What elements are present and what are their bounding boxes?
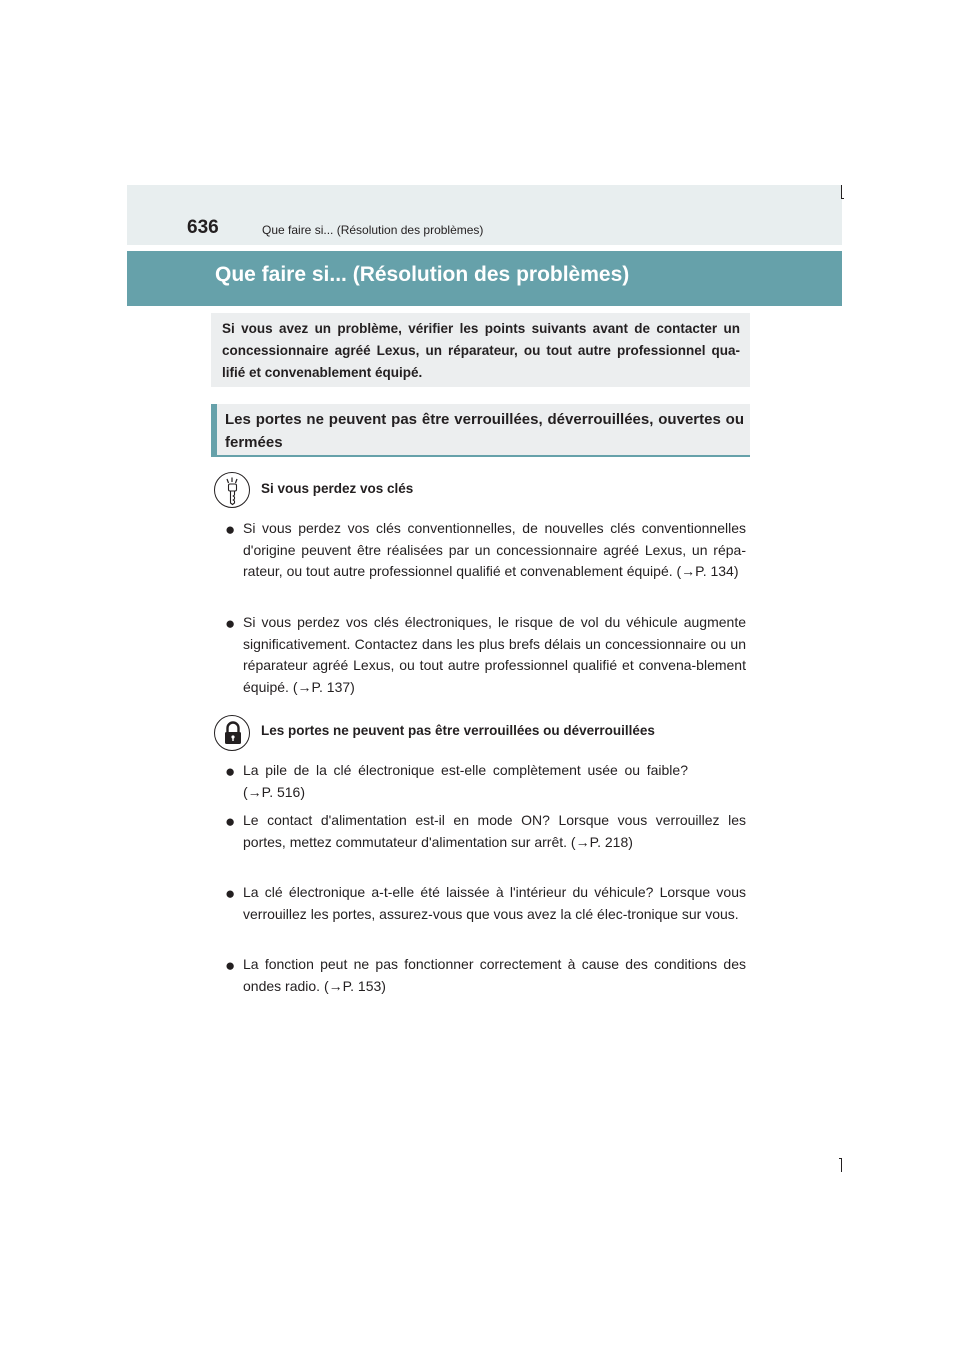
list-item-text: Le contact d'alimentation est-il en mode ON? Lorsque vous verrouillez les portes, mettez commutateur d'alimentation sur arrêt. (→P. 218) bbox=[243, 812, 746, 850]
bullet-icon: ● bbox=[225, 614, 236, 633]
section-heading: Les portes ne peuvent pas être verrouillées, déverrouillées, ouvertes ou fermées bbox=[211, 404, 750, 457]
crop-mark-top-right bbox=[841, 185, 842, 199]
crop-mark-bottom-right bbox=[841, 1158, 842, 1172]
crop-mark-bottom-right-tick bbox=[839, 1158, 842, 1159]
chapter-title-bar bbox=[127, 251, 842, 306]
running-header-section: Que faire si... (Résolution des problèmes) bbox=[262, 223, 484, 237]
page-title: Que faire si... (Résolution des problèmes) bbox=[215, 263, 630, 286]
bullet-icon: ● bbox=[225, 520, 236, 539]
list-item-text: La pile de la clé électronique est-elle complètement usée ou faible? (→P. 516) bbox=[243, 762, 688, 800]
page-number: 636 bbox=[187, 217, 219, 238]
bullet-icon: ● bbox=[225, 812, 236, 831]
subsection-title-lost-keys: Si vous perdez vos clés bbox=[261, 481, 414, 496]
list-item-text: La fonction peut ne pas fonctionner correctement à cause des conditions des ondes radio. (→P. 153) bbox=[243, 956, 746, 994]
bullet-icon: ● bbox=[225, 884, 236, 903]
crop-mark-top-right-tick bbox=[841, 198, 844, 199]
bullet-icon: ● bbox=[225, 762, 236, 781]
list-item-text: Si vous perdez vos clés conventionnelles, de nouvelles clés conventionnelles d'origine peuvent être réalisées par un concessionnaire agréé Lexus, un répa-rateur, ou tout autre professionnel qualifié et convenablement équipé. (→P. 134) bbox=[243, 520, 746, 580]
intro-box: Si vous avez un problème, vérifier les points suivants avant de contacter un concessionnaire agréé Lexus, un réparateur, ou tout autre professionnel qua-lifié et convenablement équipé. bbox=[211, 313, 750, 387]
list-item-text: La clé électronique a-t-elle été laissée à l'intérieur du véhicule? Lorsque vous verrouillez les portes, assurez-vous que vous avez la clé élec-tronique sur vous. bbox=[243, 884, 746, 922]
subsection-title-doors-lock: Les portes ne peuvent pas être verrouillées ou déverrouillées bbox=[261, 723, 655, 738]
bullet-icon: ● bbox=[225, 956, 236, 975]
list-item-text: Si vous perdez vos clés électroniques, le risque de vol du véhicule augmente significativement. Contactez dans les plus brefs délais un concessionnaire ou un réparateur agréé Lexus, ou tout autre professionnel qualifié et convena-blement équipé. (→P. 137) bbox=[243, 614, 746, 696]
key-icon bbox=[214, 472, 250, 508]
running-header bbox=[127, 185, 842, 245]
padlock-icon bbox=[214, 715, 250, 751]
